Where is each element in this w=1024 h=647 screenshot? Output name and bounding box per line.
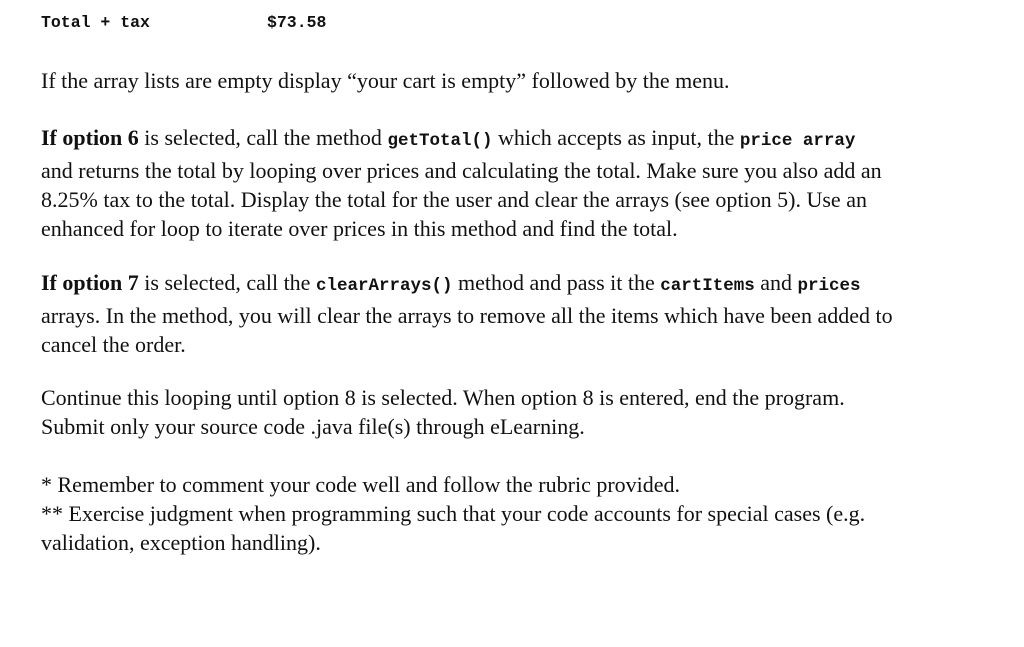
option-6-heading: If option 6: [41, 125, 139, 150]
paragraph-line: cancel the order.: [41, 332, 186, 357]
paragraph-line: arrays. In the method, you will clear the arrays to remove all the items which have been added to: [41, 303, 893, 328]
paragraph-line: [41, 268, 1016, 301]
paragraph-looping: [41, 383, 1016, 441]
paragraph-empty-cart: [41, 66, 1016, 95]
option-7-heading: If option 7: [41, 270, 139, 295]
paragraph-line: ** Exercise judgment when programming such that your code accounts for special cases (e.g.: [41, 501, 866, 526]
paragraph-notes: [41, 470, 1016, 557]
paragraph-line: Continue this looping until option 8 is selected. When option 8 is entered, end the program.: [41, 385, 845, 410]
code-price-array: price array: [739, 131, 856, 151]
total-output-line: [41, 11, 326, 35]
code-prices: prices: [797, 276, 861, 296]
paragraph-line: 8.25% tax to the total. Display the total for the user and clear the arrays (see option 5). Use an: [41, 187, 867, 212]
text-run: is selected, call the method: [138, 125, 388, 150]
paragraph-line: enhanced for loop to iterate over prices in this method and find the total.: [41, 216, 678, 241]
text-run: is selected, call the: [138, 270, 316, 295]
text-run: which accepts as input, the: [492, 125, 740, 150]
total-label: Total + tax: [41, 13, 150, 32]
paragraph-line: [41, 123, 1016, 156]
total-value: $73.58: [267, 13, 327, 32]
text-run: and: [754, 270, 798, 295]
text-run: method and pass it the: [452, 270, 661, 295]
paragraph-line: If the array lists are empty display “your cart is empty” followed by the menu.: [41, 68, 730, 93]
paragraph-line: validation, exception handling).: [41, 530, 321, 555]
paragraph-line: * Remember to comment your code well and follow the rubric provided.: [41, 472, 681, 497]
code-clear-arrays: clearArrays(): [315, 276, 453, 296]
paragraph-option-7: [41, 268, 1016, 359]
paragraph-line: Submit only your source code .java file(s) through eLearning.: [41, 414, 585, 439]
code-cart-items: cartItems: [660, 276, 755, 296]
code-get-total: getTotal(): [387, 131, 493, 151]
paragraph-option-6: [41, 123, 1016, 243]
paragraph-line: and returns the total by looping over prices and calculating the total. Make sure you also add an: [41, 158, 882, 183]
